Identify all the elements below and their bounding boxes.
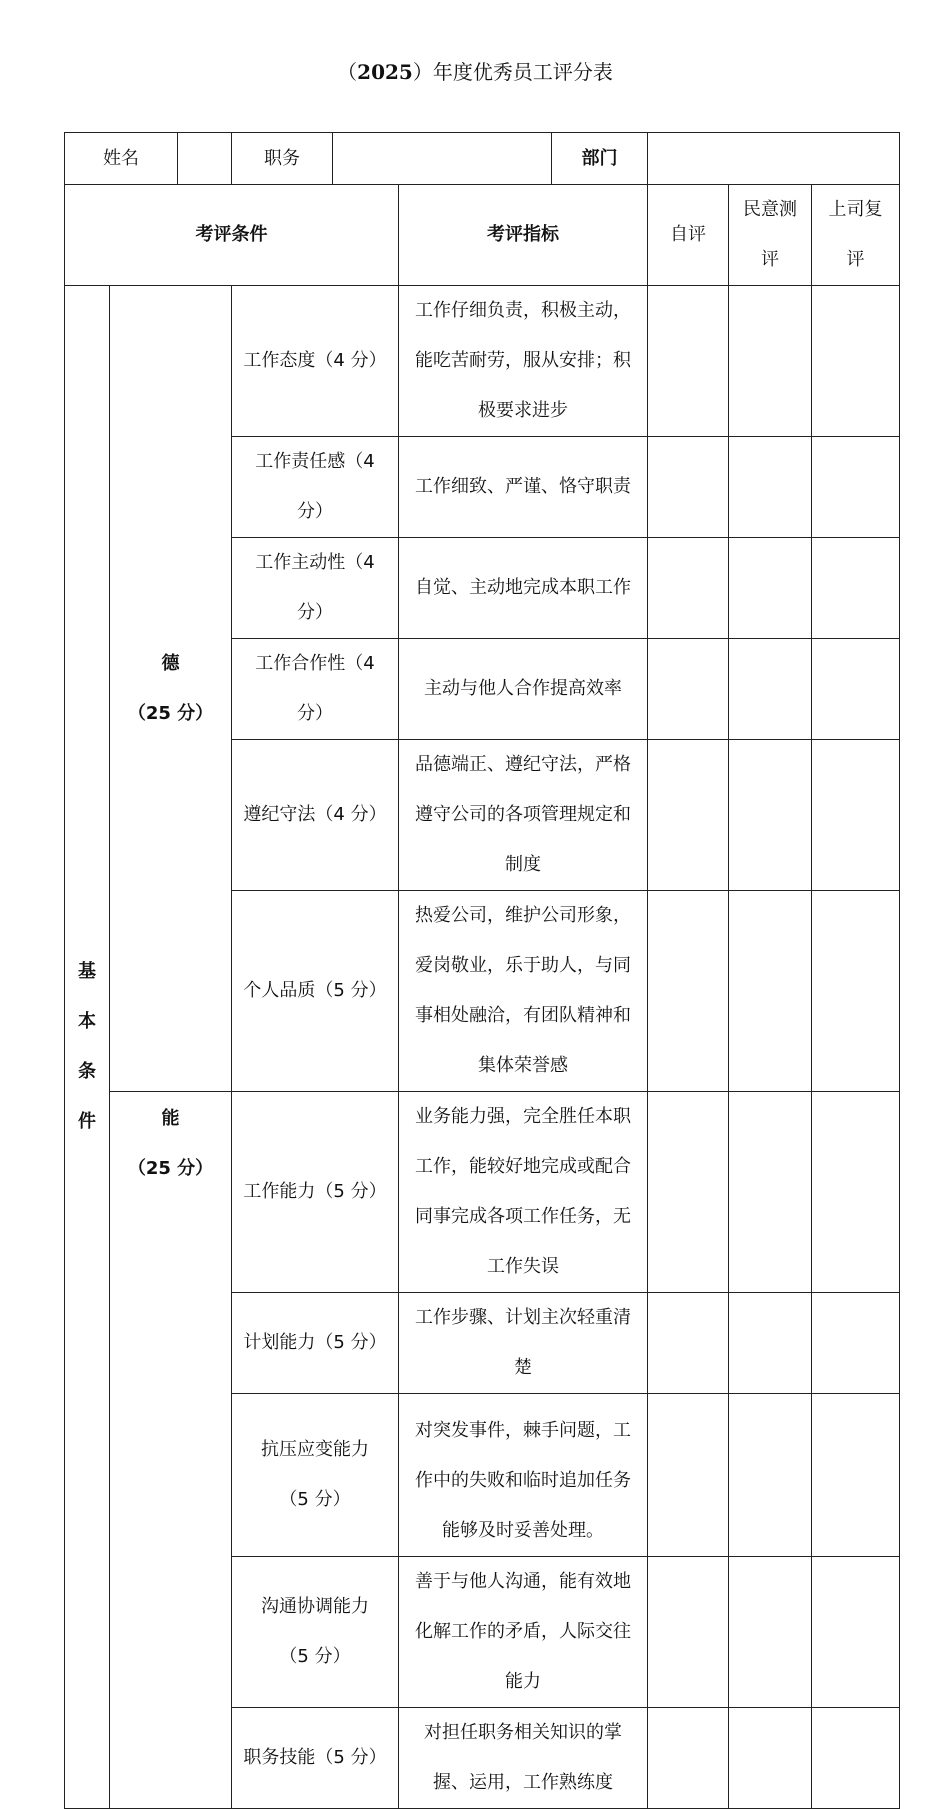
score-supervisor[interactable] [812, 1394, 900, 1557]
desc-cooperation: 主动与他人合作提高效率 [399, 639, 648, 740]
item-communication: 沟通协调能力 （5 分） [232, 1557, 399, 1708]
item-stress-adaptability: 抗压应变能力 （5 分） [232, 1394, 399, 1557]
score-peer[interactable] [729, 740, 812, 891]
desc-law-abiding: 品德端正、遵纪守法，严格遵守公司的各项管理规定和制度 [399, 740, 648, 891]
title-text: 年度优秀员工评分表 [432, 60, 613, 84]
score-peer[interactable] [729, 1708, 812, 1809]
name-label: 姓名 [65, 133, 178, 184]
desc-job-skills: 对担任职务相关知识的掌握、运用，工作熟练度 [399, 1708, 648, 1809]
score-supervisor[interactable] [812, 891, 900, 1092]
score-supervisor[interactable] [812, 1293, 900, 1394]
score-self[interactable] [648, 437, 729, 538]
score-peer[interactable] [729, 1557, 812, 1708]
item-initiative: 工作主动性（4 分） [232, 538, 399, 639]
desc-responsibility: 工作细致、严谨、恪守职责 [399, 437, 648, 538]
indicators-header: 考评指标 [399, 185, 648, 286]
item-work-ability: 工作能力（5 分） [232, 1092, 399, 1293]
score-self[interactable] [648, 740, 729, 891]
form-title: （2025）年度优秀员工评分表 [337, 60, 613, 84]
score-peer[interactable] [729, 538, 812, 639]
score-peer[interactable] [729, 1293, 812, 1394]
item-law-abiding: 遵纪守法（4 分） [232, 740, 399, 891]
score-supervisor[interactable] [812, 740, 900, 891]
score-peer[interactable] [729, 286, 812, 437]
score-supervisor[interactable] [812, 286, 900, 437]
desc-stress-adaptability: 对突发事件，棘手问题，工作中的失败和临时追加任务能够及时妥善处理。 [399, 1394, 648, 1557]
score-self[interactable] [648, 286, 729, 437]
score-supervisor[interactable] [812, 538, 900, 639]
score-supervisor[interactable] [812, 437, 900, 538]
desc-initiative: 自觉、主动地完成本职工作 [399, 538, 648, 639]
group-de: 德 （25 分） [110, 286, 232, 1092]
score-peer[interactable] [729, 1092, 812, 1293]
conditions-header: 考评条件 [65, 185, 399, 286]
score-peer[interactable] [729, 639, 812, 740]
item-job-skills: 职务技能（5 分） [232, 1708, 399, 1809]
info-cells-mid [232, 133, 648, 185]
score-peer[interactable] [729, 1394, 812, 1557]
score-self[interactable] [648, 891, 729, 1092]
desc-planning: 工作步骤、计划主次轻重清楚 [399, 1293, 648, 1394]
score-self[interactable] [648, 639, 729, 740]
score-peer[interactable] [729, 437, 812, 538]
desc-personal-quality: 热爱公司，维护公司形象，爱岗敬业，乐于助人，与同事相处融洽，有团队精神和集体荣誉感 [399, 891, 648, 1092]
score-self[interactable] [648, 1557, 729, 1708]
category-basic-conditions: 基 本 条 件 [65, 286, 110, 1809]
score-peer[interactable] [729, 891, 812, 1092]
score-self[interactable] [648, 1394, 729, 1557]
self-eval-header: 自评 [648, 185, 729, 286]
department-label: 部门 [581, 148, 618, 169]
desc-work-attitude: 工作仔细负责，积极主动，能吃苦耐劳，服从安排；积极要求进步 [399, 286, 648, 437]
name-input[interactable] [178, 133, 231, 184]
score-self[interactable] [648, 1708, 729, 1809]
supervisor-eval-header: 上司复 评 [812, 185, 900, 286]
item-personal-quality: 个人品质（5 分） [232, 891, 399, 1092]
item-planning: 计划能力（5 分） [232, 1293, 399, 1394]
score-self[interactable] [648, 538, 729, 639]
score-supervisor[interactable] [812, 1708, 900, 1809]
score-supervisor[interactable] [812, 1092, 900, 1293]
score-self[interactable] [648, 1293, 729, 1394]
evaluation-table [64, 132, 900, 1809]
desc-communication: 善于与他人沟通，能有效地化解工作的矛盾，人际交往能力 [399, 1557, 648, 1708]
title-year: 2025 [357, 60, 413, 84]
score-supervisor[interactable] [812, 1557, 900, 1708]
score-self[interactable] [648, 1092, 729, 1293]
info-cells-left [65, 133, 232, 185]
position-label: 职务 [232, 133, 333, 184]
position-input[interactable] [333, 133, 552, 184]
department-input[interactable] [648, 133, 900, 185]
item-work-attitude: 工作态度（4 分） [232, 286, 399, 437]
group-neng: 能 （25 分） [110, 1092, 232, 1809]
score-supervisor[interactable] [812, 639, 900, 740]
item-cooperation: 工作合作性（4 分） [232, 639, 399, 740]
peer-eval-header: 民意测 评 [729, 185, 812, 286]
item-responsibility: 工作责任感（4 分） [232, 437, 399, 538]
desc-work-ability: 业务能力强，完全胜任本职工作，能较好地完成或配合同事完成各项工作任务，无工作失误 [399, 1092, 648, 1293]
